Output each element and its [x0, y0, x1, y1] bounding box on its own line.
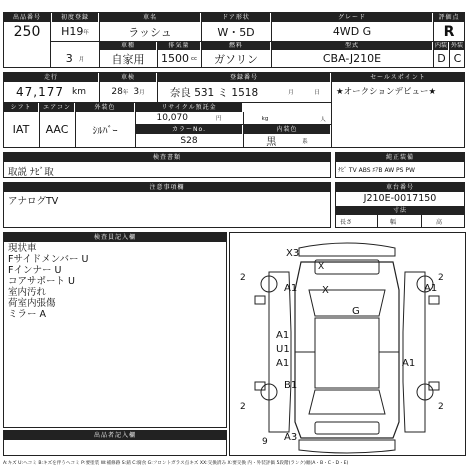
chassis-header: 車台番号 — [336, 183, 464, 192]
divider — [421, 215, 422, 227]
inspect-month-unit: 月 — [139, 90, 145, 96]
reg-month — [52, 50, 98, 67]
divider — [51, 41, 465, 42]
note-value: アナログTV — [8, 196, 59, 207]
inspector-item: Fインナー U — [8, 265, 62, 276]
kg-unit: kg — [261, 116, 269, 122]
ext-header: 外装 — [450, 42, 463, 49]
divider — [50, 12, 51, 68]
inspect-month: 3 — [133, 87, 140, 97]
inspect-year: 28 — [111, 87, 123, 97]
divider — [157, 41, 158, 68]
divider — [331, 72, 332, 148]
lot-header: 出品番号 — [4, 13, 50, 22]
int-color-value — [244, 134, 330, 147]
divider — [99, 72, 100, 103]
fuel-header: 燃料 — [202, 41, 270, 50]
reg-year-unit: 年 — [83, 29, 89, 36]
size-header: 寸法 — [336, 206, 464, 215]
model-header: 型式 — [272, 41, 432, 50]
diagram-mark: B1 — [284, 380, 298, 391]
reg-era: H — [61, 25, 70, 38]
seller-box — [3, 430, 227, 456]
tire-mark: 2 — [240, 402, 246, 412]
use-value: 自家用 — [111, 52, 145, 66]
sales-header: セールスポイント — [332, 73, 464, 82]
int-color-header: 内装色 — [244, 125, 330, 134]
door-value: W・5D — [217, 25, 255, 39]
inspector-item: ミラー A — [8, 309, 47, 320]
divider — [377, 215, 378, 227]
inspector-item: 室内汚れ — [8, 287, 47, 298]
recycle-header: リサイクル預託金 — [136, 103, 242, 112]
ac-value: AAC — [45, 122, 69, 136]
reg-month-value: 3 — [65, 52, 73, 65]
inspector-item: Fサイドメンバー U — [8, 254, 89, 265]
legend: A:キズ U:ヘコミ B:キズを伴うヘコミ P:要塗装 W:補修跡 S:錆 C:腐食 G:フロントガラス点キズ XX:交換済み X:要交換 内・外装評価 5段階(ランク)順(A・B・C・D・E) — [3, 461, 349, 466]
divider — [449, 41, 450, 68]
color-no-value: S28 — [180, 135, 198, 146]
int-color-unit: 系 — [302, 138, 308, 145]
plate-header: 登録番号 — [158, 73, 330, 82]
grade-header: グレード — [272, 13, 432, 22]
mileage-value — [4, 83, 98, 101]
tire-mark: 2 — [438, 402, 444, 412]
color-value: ｼﾙﾊﾞｰ — [92, 125, 118, 137]
mileage-header: 走行 — [4, 73, 98, 82]
size-width: 幅 — [390, 219, 397, 226]
fuel-value: ガソリン — [214, 52, 258, 66]
diagram-mark: X3 — [286, 248, 300, 259]
door-header: ドア形状 — [202, 13, 270, 22]
model-value: CBA-J210E — [322, 52, 382, 65]
sales-value: ★オークションデビュー★ — [336, 87, 437, 97]
divider — [201, 12, 202, 68]
seller-header: 出品者記入欄 — [4, 431, 226, 440]
option-value: ﾅﾋﾞ TV ABS ｴｱB AW PS PW — [338, 167, 415, 174]
plate-date-day: 日 — [314, 90, 320, 96]
divider — [136, 124, 332, 125]
diagram-mark: A1 — [284, 283, 298, 294]
diagram-mark: U1 — [276, 344, 290, 355]
plate-value: 奈良 531 ミ 1518 — [169, 86, 259, 99]
diagram-mark: A1 — [402, 358, 416, 369]
recycle-unit: 円 — [215, 116, 222, 122]
chassis-value: J210E-0017150 — [363, 193, 437, 204]
inspector-header: 検査員記入欄 — [4, 233, 226, 242]
plate-date-month: 月 — [288, 90, 294, 96]
inspect-year-unit: 年 — [122, 90, 129, 96]
eval-value: R — [443, 23, 455, 40]
divider — [433, 12, 434, 68]
tire-mark: 9 — [262, 437, 268, 447]
note-header: 注意事項欄 — [4, 183, 330, 192]
reg-date — [52, 23, 98, 40]
int-header: 内装 — [434, 42, 447, 49]
reg-year: 19 — [69, 25, 84, 38]
docs-header: 検査書類 — [4, 153, 330, 162]
tire-mark: 2 — [240, 273, 246, 283]
diagram-mark: G — [352, 306, 360, 317]
car-diagram — [229, 232, 466, 456]
disp-value — [158, 50, 200, 67]
ext-value: C — [453, 52, 462, 65]
inspect-header: 車検 — [100, 73, 156, 82]
use-header: 車種 — [100, 41, 156, 50]
option-header: 純正装備 — [336, 153, 464, 162]
reg-month-unit: 月 — [78, 56, 85, 63]
ac-header: エアコン — [40, 103, 74, 112]
name-header: 車名 — [100, 13, 200, 22]
inspector-item: 荷室内張傷 — [8, 298, 56, 309]
diagram-mark: A1 — [424, 283, 438, 294]
diagram-mark: X — [322, 285, 329, 296]
lot-value: 250 — [13, 24, 41, 40]
disp-header: 排気量 — [158, 41, 200, 50]
diagram-mark: A3 — [284, 432, 298, 443]
divider — [271, 12, 272, 68]
recycle-number: 10,070 — [156, 113, 188, 123]
diagram-mark: A1 — [276, 330, 290, 341]
shift-value: IAT — [12, 122, 30, 136]
reg-header: 初度登録 — [52, 13, 98, 22]
diagram-mark: X — [318, 262, 325, 272]
mileage-unit: km — [72, 87, 86, 97]
divider — [75, 102, 76, 148]
tire-mark: 2 — [438, 273, 444, 283]
divider — [39, 102, 40, 148]
color-header: 外装色 — [76, 103, 134, 112]
divider — [243, 112, 244, 148]
grade-value: 4WD G — [332, 25, 372, 38]
diagram-mark: A1 — [276, 358, 290, 369]
disp-number: 1500 — [160, 52, 189, 65]
size-length: 長さ — [340, 219, 353, 226]
int-color-text: 黒 — [266, 137, 277, 148]
inspector-item: コアサポート U — [8, 276, 75, 287]
color-no-header: カラーNo. — [136, 125, 242, 134]
inspect-value — [100, 83, 156, 101]
shift-header: シフト — [4, 103, 38, 112]
mileage-number: 47,177 — [16, 85, 64, 99]
divider — [99, 12, 100, 68]
divider — [135, 102, 136, 148]
inspector-item: 現状車 — [8, 243, 37, 254]
size-height: 高 — [436, 219, 443, 226]
name-value: ラッシュ — [128, 25, 172, 39]
seat-unit: 人 — [320, 117, 326, 123]
disp-unit: cc — [190, 55, 198, 62]
eval-header: 評価点 — [434, 13, 464, 22]
docs-value: 取説 ﾅﾋﾞ取 — [8, 167, 54, 178]
recycle-value — [136, 112, 242, 124]
int-value: D — [437, 52, 446, 65]
divider — [157, 72, 158, 103]
